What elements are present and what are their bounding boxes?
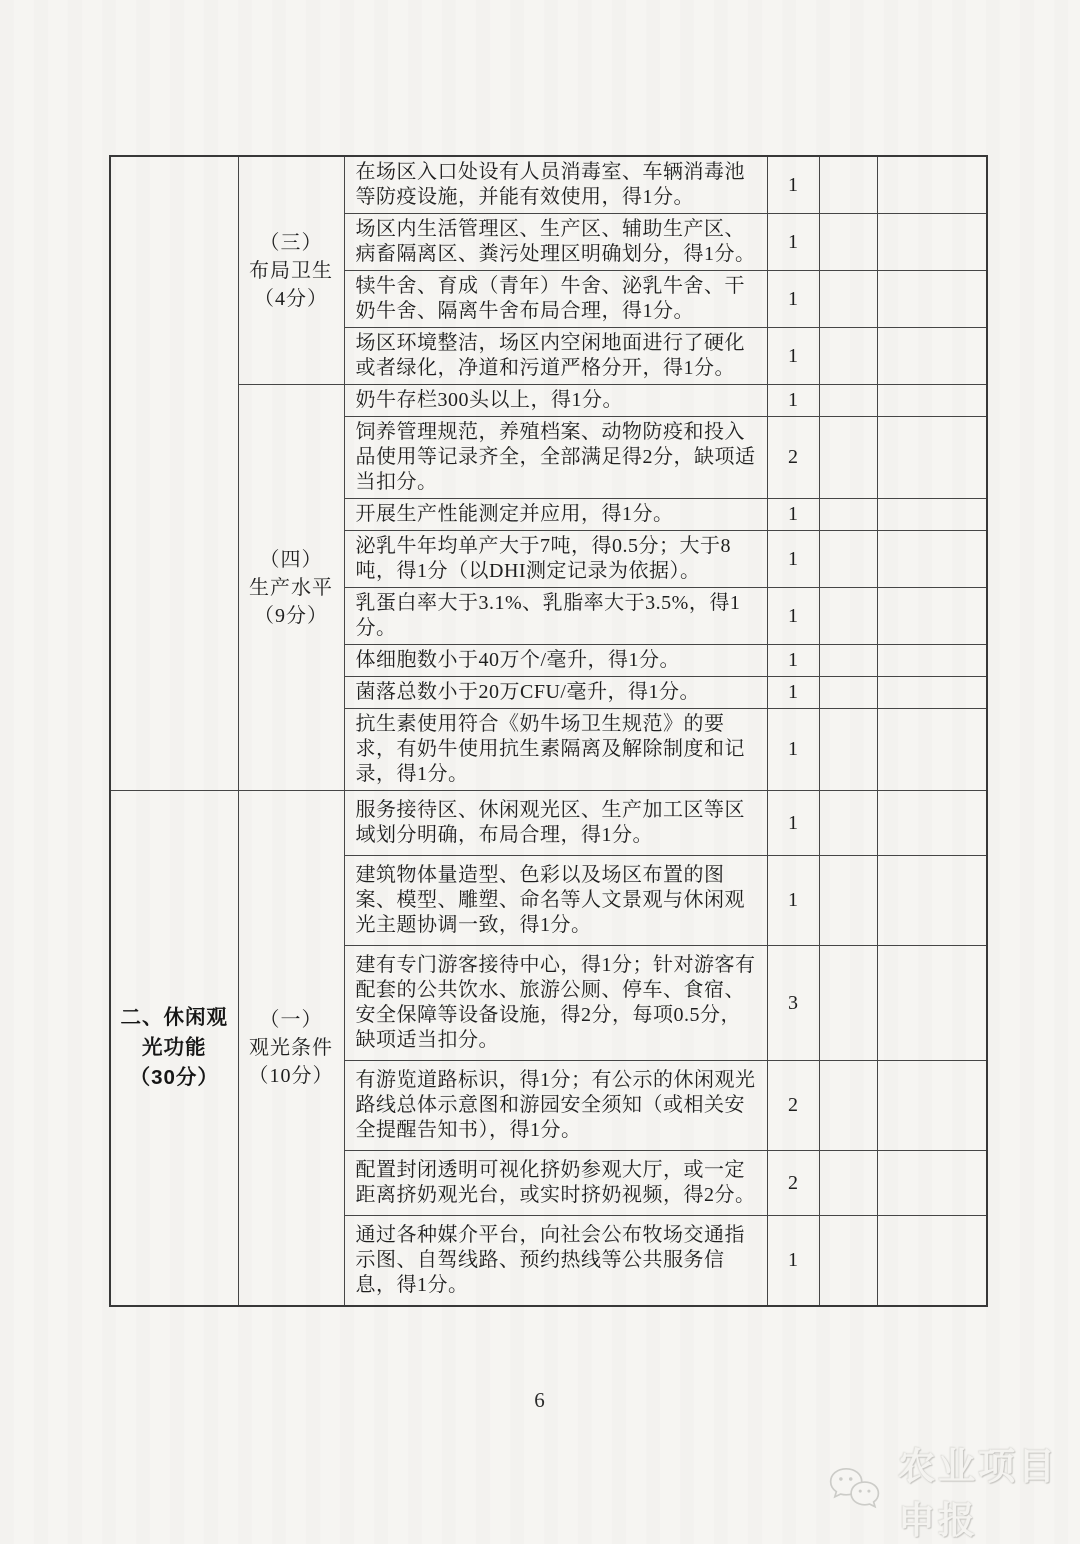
standard-score-cell: 1 [767,709,819,791]
standard-score-cell: 1 [767,677,819,709]
blank-cell-1 [819,271,877,328]
blank-cell-2 [877,271,987,328]
blank-cell-1 [819,328,877,385]
standard-score-cell: 2 [767,1061,819,1151]
blank-cell-1 [819,385,877,417]
blank-cell-2 [877,214,987,271]
standard-score-cell: 2 [767,417,819,499]
criteria-cell: 奶牛存栏300头以上，得1分。 [344,385,767,417]
blank-cell-2 [877,946,987,1061]
blank-cell-2 [877,709,987,791]
table-row [110,385,987,417]
criteria-cell: 菌落总数小于20万CFU/毫升，得1分。 [344,677,767,709]
watermark-label: 农业项目申报 [898,1446,1059,1541]
standard-score-cell: 1 [767,328,819,385]
criteria-cell: 通过各种媒介平台，向社会公布牧场交通指示图、自驾线路、预约热线等公共服务信息，得1分。 [344,1216,767,1307]
blank-cell-1 [819,1061,877,1151]
standard-score-cell: 3 [767,946,819,1061]
subcategory-cell: （三） 布局卫生 （4分） [238,156,344,385]
blank-cell-1 [819,588,877,645]
blank-cell-1 [819,417,877,499]
standard-score-cell: 1 [767,499,819,531]
blank-cell-1 [819,156,877,214]
blank-cell-1 [819,645,877,677]
score-table-body [110,156,987,1306]
blank-cell-2 [877,856,987,946]
standard-score-cell: 2 [767,1151,819,1216]
blank-cell-1 [819,1216,877,1307]
criteria-cell: 犊牛舍、育成（青年）牛舍、泌乳牛舍、干奶牛舍、隔离牛舍布局合理，得1分。 [344,271,767,328]
blank-cell-1 [819,946,877,1061]
criteria-cell: 开展生产性能测定并应用，得1分。 [344,499,767,531]
table-row [110,791,987,856]
criteria-cell: 建有专门游客接待中心，得1分；针对游客有配套的公共饮水、旅游公厕、停车、食宿、安全保障等设备设施，得2分，每项0.5分，缺项适当扣分。 [344,946,767,1061]
subcategory-cell: （一） 观光条件 （10分） [238,791,344,1307]
criteria-cell: 抗生素使用符合《奶牛场卫生规范》的要求，有奶牛使用抗生素隔离及解除制度和记录，得1分。 [344,709,767,791]
standard-score-cell: 1 [767,645,819,677]
criteria-cell: 在场区入口处设有人员消毒室、车辆消毒池等防疫设施，并能有效使用，得1分。 [344,156,767,214]
score-table [109,155,988,1307]
blank-cell-1 [819,709,877,791]
blank-cell-2 [877,531,987,588]
wechat-bubbles-icon [828,1457,884,1523]
blank-cell-2 [877,645,987,677]
standard-score-cell: 1 [767,1216,819,1307]
blank-cell-2 [877,417,987,499]
blank-cell-2 [877,1151,987,1216]
criteria-cell: 乳蛋白率大于3.1%、乳脂率大于3.5%，得1分。 [344,588,767,645]
blank-cell-2 [877,791,987,856]
criteria-cell: 建筑物体量造型、色彩以及场区布置的图案、模型、雕塑、命名等人文景观与休闲观光主题协调一致，得1分。 [344,856,767,946]
blank-cell-2 [877,499,987,531]
blank-cell-2 [877,1216,987,1307]
blank-cell-2 [877,1061,987,1151]
criteria-cell: 体细胞数小于40万个/毫升，得1分。 [344,645,767,677]
blank-cell-2 [877,328,987,385]
blank-cell-1 [819,856,877,946]
criteria-cell: 饲养管理规范，养殖档案、动物防疫和投入品使用等记录齐全，全部满足得2分，缺项适当扣分。 [344,417,767,499]
blank-cell-1 [819,499,877,531]
subcategory-cell: （四） 生产水平 （9分） [238,385,344,791]
criteria-cell: 配置封闭透明可视化挤奶参观大厅，或一定距离挤奶观光台，或实时挤奶视频，得2分。 [344,1151,767,1216]
standard-score-cell: 1 [767,385,819,417]
standard-score-cell: 1 [767,791,819,856]
criteria-cell: 有游览道路标识，得1分；有公示的休闲观光路线总体示意图和游园安全须知（或相关安全提醒告知书），得1分。 [344,1061,767,1151]
blank-cell-2 [877,385,987,417]
blank-cell-2 [877,588,987,645]
table-row [110,156,987,214]
blank-cell-1 [819,214,877,271]
blank-cell-1 [819,791,877,856]
standard-score-cell: 1 [767,271,819,328]
standard-score-cell: 1 [767,856,819,946]
standard-score-cell: 1 [767,531,819,588]
standard-score-cell: 1 [767,156,819,214]
watermark [828,1436,1080,1544]
blank-cell-1 [819,531,877,588]
standard-score-cell: 1 [767,214,819,271]
criteria-cell: 场区内生活管理区、生产区、辅助生产区、病畜隔离区、粪污处理区明确划分，得1分。 [344,214,767,271]
blank-cell-2 [877,677,987,709]
category-cell: 二、休闲观 光功能 （30分） [110,791,238,1307]
page-number: 6 [534,1388,546,1412]
criteria-cell: 场区环境整洁，场区内空闲地面进行了硬化或者绿化，净道和污道严格分开，得1分。 [344,328,767,385]
standard-score-cell: 1 [767,588,819,645]
blank-cell-1 [819,677,877,709]
category-cell [110,156,238,791]
blank-cell-1 [819,1151,877,1216]
criteria-cell: 服务接待区、休闲观光区、生产加工区等区域划分明确，布局合理，得1分。 [344,791,767,856]
blank-cell-2 [877,156,987,214]
criteria-cell: 泌乳牛年均单产大于7吨，得0.5分；大于8吨，得1分（以DHI测定记录为依据）。 [344,531,767,588]
